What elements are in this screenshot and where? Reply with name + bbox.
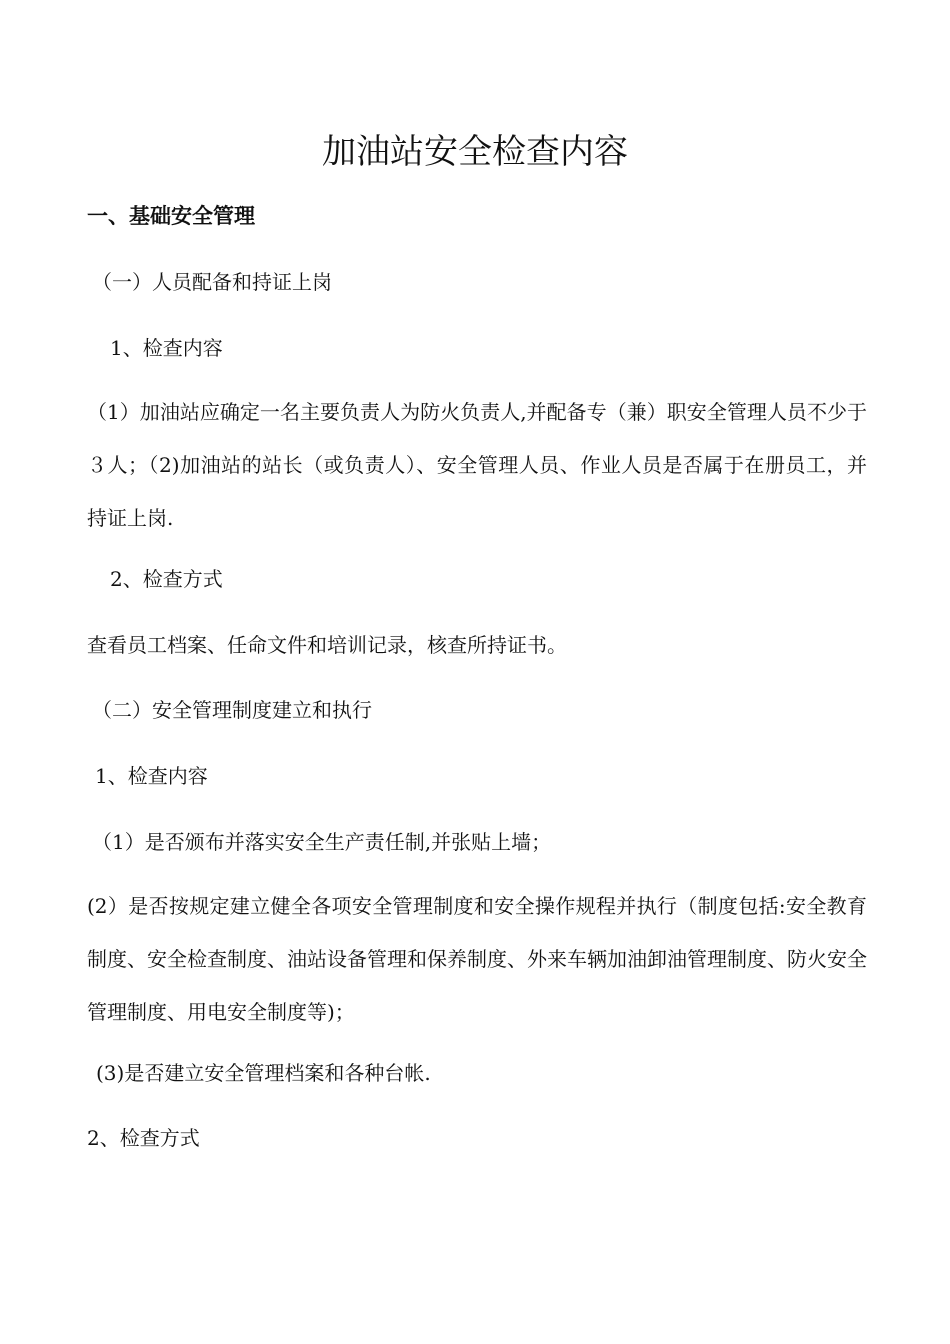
document-title: 加油站安全检查内容	[322, 132, 628, 172]
paragraph-responsibility: （1）是否颁布并落实安全生产责任制,并张贴上墙；	[92, 830, 552, 854]
item-heading-check-method: 2、检查方式	[110, 567, 223, 591]
subsection-heading-management-system: （二）安全管理制度建立和执行	[92, 698, 372, 722]
paragraph-regulations: (2）是否按规定建立健全各项安全管理制度和安全操作规程并执行（制度包括:安全教育制度、安全检查制度、油站设备管理和保养制度、外来车辆加油卸油管理制度、防火安全管理制度、用电安全制度等)；	[87, 894, 867, 1024]
section-heading-basic-safety: 一、基础安全管理	[87, 203, 255, 228]
paragraph-staffing-method: 查看员工档案、任命文件和培训记录，核查所持证书。	[87, 633, 567, 657]
paragraph-staffing-content: （1）加油站应确定一名主要负责人为防火负责人,并配备专（兼）职安全管理人员不少于３人；（2)加油站的站长（或负责人）、安全管理人员、作业人员是否属于在册员工，并持证上岗.	[87, 400, 867, 530]
item-heading-check-content: 1、检查内容	[110, 336, 223, 360]
item-heading-check-content-2: 1、检查内容	[95, 764, 208, 788]
item-heading-check-method-2: 2、检查方式	[87, 1126, 200, 1150]
subsection-heading-staffing: （一）人员配备和持证上岗	[92, 270, 332, 294]
paragraph-records: (3)是否建立安全管理档案和各种台帐.	[96, 1061, 431, 1085]
